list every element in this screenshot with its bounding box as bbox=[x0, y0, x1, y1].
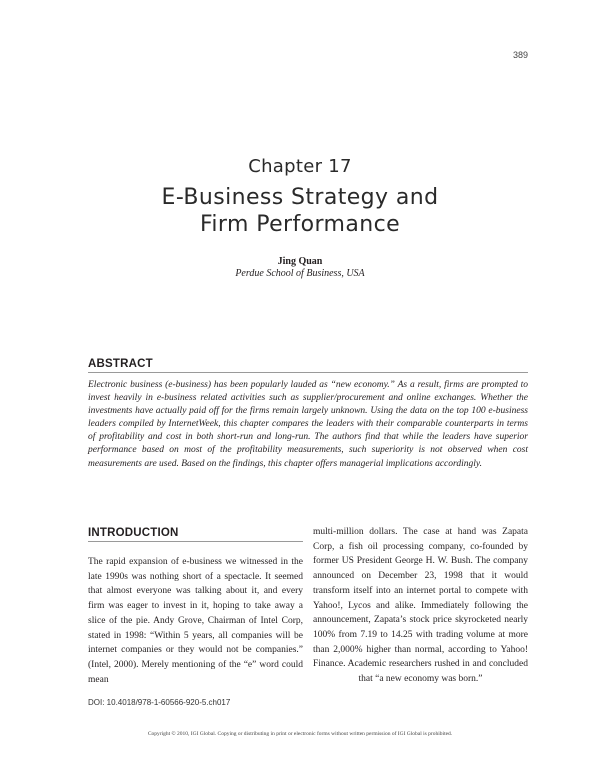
page-number: 389 bbox=[512, 50, 528, 60]
chapter-title-line-2: Firm Performance bbox=[199, 212, 401, 237]
abstract-heading: ABSTRACT bbox=[88, 358, 153, 370]
introduction-paragraph-right: multi-million dollars. The case at hand was Zapata Corp, a fish oil processing company, co-founded by former US President George H. W. Bush. The company announced on December 23, 1998 that it would transform itself into an internet portal to compete with Yahoo!, Lycos and alike. Immediately following the announcement, Zapata’s stock price skyrocketed nearly 100% from 7.19 to 14.25 with trading volume at more than 2,000% higher than normal, according to Yahoo! Finance. Academic researchers rushed in and concluded that “a new economy was born.” bbox=[313, 527, 528, 685]
abstract-divider bbox=[88, 372, 528, 373]
body-column-right bbox=[313, 525, 528, 693]
author-block bbox=[0, 256, 600, 280]
chapter-title-line-1: E-Business Strategy and bbox=[161, 185, 439, 210]
doi: DOI: 10.4018/978-1-60566-920-5.ch017 bbox=[88, 698, 231, 707]
introduction-paragraph-left: The rapid expansion of e-business we witnessed in the late 1990s was nothing short of a spectacle. It seemed that almost everyone was talking about it, and every firm was eager to invest in it, hoping to take away a slice of the pie. Andy Grove, Chairman of Intel Corp, stated in 1998: “Within 5 years, all companies will be internet companies or they would not be companies.” (Intel, 2000). Merely mentioning of the “e” word could mean bbox=[88, 557, 303, 685]
copyright-notice: Copyright © 2010, IGI Global. Copying or distributing in print or electronic forms without written permission of IGI Global is prohibited. bbox=[147, 731, 453, 737]
author-name: Jing Quan bbox=[277, 256, 323, 267]
chapter-title bbox=[0, 184, 600, 238]
author-affiliation: Perdue School of Business, USA bbox=[235, 268, 365, 279]
introduction-divider bbox=[88, 541, 303, 542]
chapter-label: Chapter 17 bbox=[248, 156, 352, 177]
introduction-heading: INTRODUCTION bbox=[88, 527, 179, 539]
abstract-text: Electronic business (e-business) has been popularly lauded as “new economy.” As a result, firms are prompted to invest heavily in e-business related activities such as supplier/procurement and online exchanges. Whether the investments have actually paid off for the firms remain largely unknown. Using the data on the top 100 e-business leaders compiled by InternetWeek, this chapter compares the leaders with their comparable counterparts in terms of profitability and cost in both short-run and long-run. The authors find that while the leaders have superior performance based on most of the profitability measurements, such superiority is not observed when cost measurements are used. Based on the findings, this chapter offers managerial implications accordingly. bbox=[88, 380, 528, 469]
body-column-left bbox=[88, 555, 303, 691]
